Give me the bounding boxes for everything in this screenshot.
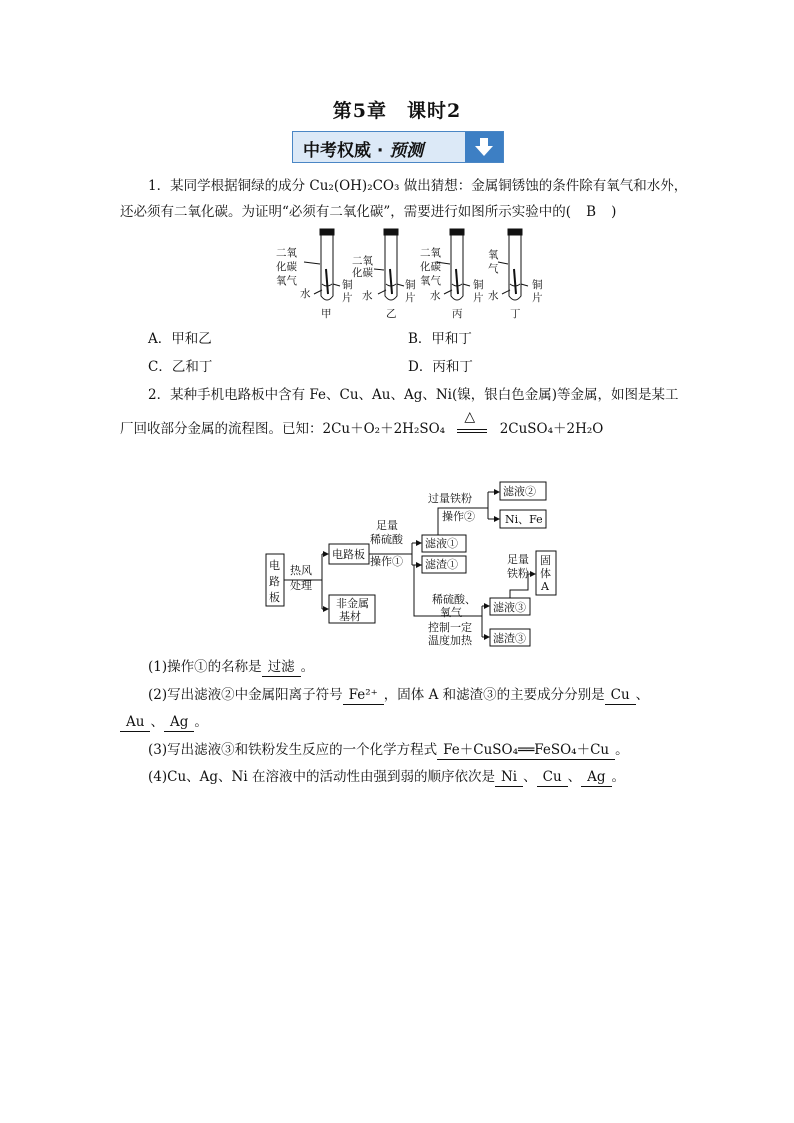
q1-answer: B	[586, 204, 597, 220]
q2-sub2-answer4: Ag	[164, 714, 194, 732]
tube-yi-gas-2: 化碳	[352, 267, 373, 279]
tube-ding-label: 丁	[510, 308, 521, 320]
tube-bing-metal-2: 片	[473, 292, 484, 304]
acid-1: 足量	[376, 519, 398, 532]
q2-line1: 2．某种手机电路板中含有 Fe、Cu、Au、Ag、Ni(镍，银白色金属)等金属，如图是某工	[148, 387, 679, 403]
q1-line1: 1．某同学根据铜绿的成分 Cu₂(OH)₂CO₃ 做出猜想：金属铜锈蚀的条件除有氧气和水外，	[148, 178, 688, 194]
tube-bing-gas-1: 二氧	[420, 247, 441, 259]
circuit-board-char-3: 板	[269, 591, 280, 604]
circuit-board-char-1: 电	[269, 559, 280, 572]
tube-bing-water: 水	[430, 290, 441, 302]
residue1-label: 滤渣①	[425, 558, 458, 571]
tube-bing-gas-3: 氧气	[420, 275, 441, 287]
tube-ding-metal-1: 铜	[532, 279, 543, 291]
hot-air-2: 处理	[290, 579, 312, 592]
tube-jia-gas-3: 氧气	[276, 275, 297, 287]
solid-a-2: 体	[540, 567, 551, 580]
q1-line2-pre: 还必须有二氧化碳。为证明“必须有二氧化碳”，需要进行如图所示实验中的(	[120, 204, 572, 220]
filtrate2-label: 滤液②	[503, 485, 536, 498]
q2-sub4-answer2: Cu	[537, 769, 568, 787]
q2-sub4-answer1: Ni	[495, 769, 523, 787]
tube-jia-gas-2: 化碳	[276, 261, 297, 273]
q2-line2-pre: 厂回收部分金属的流程图。已知：2Cu＋O₂＋2H₂SO₄	[120, 421, 446, 437]
cond-4: 温度加热	[428, 634, 472, 647]
q1-line2-post: )	[611, 204, 617, 220]
tube-yi-label: 乙	[386, 308, 397, 320]
tube-ding-gas-1: 氧	[488, 249, 499, 261]
tube-ding-metal-2: 片	[532, 292, 543, 304]
q1-line2	[120, 202, 616, 222]
q2-sub2-answer3: Au	[120, 714, 150, 732]
arrow-down-icon	[465, 132, 503, 162]
ni-fe-label: Ni、Fe	[505, 513, 543, 526]
tube-yi-gas-1: 二氧	[352, 255, 373, 267]
tube-bing-metal-1: 铜	[473, 279, 484, 291]
enough-2: 铁粉	[507, 567, 529, 580]
q1-option-b: B．甲和丁	[408, 331, 472, 347]
q2-sub1-answer: 过滤	[262, 659, 301, 677]
tube-bing-gas-2: 化碳	[420, 261, 441, 273]
hot-air-1: 热风	[290, 564, 312, 577]
q2-sub3: (3)写出滤液③和铁粉发生反应的一个化学方程式 Fe＋CuSO₄══FeSO₄＋Cu 。	[148, 742, 629, 758]
tube-jia-metal-1: 铜	[342, 279, 353, 291]
q2-line2-post: 2CuSO₄＋2H₂O	[499, 421, 604, 437]
iron-1: 过量铁粉	[428, 492, 472, 505]
tube-ding	[498, 229, 528, 300]
tube-bing-label: 丙	[452, 308, 463, 320]
tube-jia-water: 水	[300, 288, 311, 300]
cond-2: 氧气	[440, 606, 462, 619]
solid-a-1: 固	[540, 554, 551, 567]
board-label: 电路板	[332, 548, 365, 561]
q2-sub2-line2: Au 、 Ag 。	[120, 712, 208, 732]
q2-sub3-answer: Fe＋CuSO₄══FeSO₄＋Cu	[437, 742, 615, 760]
op2-label: 操作②	[442, 510, 475, 523]
non-metal-1: 非金属	[336, 597, 369, 610]
q2-sub4: (4)Cu、Ag、Ni 在溶液中的活动性由强到弱的顺序依次是 Ni 、 Cu 、 Ag 。	[148, 769, 626, 785]
tube-ding-gas-2: 气	[488, 263, 499, 275]
circuit-board-char-2: 路	[269, 575, 280, 588]
tube-bing	[436, 229, 470, 300]
tube-jia-gas-1: 二氧	[276, 247, 297, 259]
cond-3: 控制一定	[428, 621, 472, 634]
q1-option-c: C．乙和丁	[148, 359, 213, 375]
acid-2: 稀硫酸	[370, 533, 403, 546]
residue3-label: 滤渣③	[493, 632, 526, 645]
q2-sub2-line1: (2)写出滤液②中金属阳离子符号 Fe²⁺ ，固体 A 和滤渣③的主要成分分别是 Cu 、	[148, 687, 650, 703]
q2-sub1: (1)操作①的名称是 过滤 。	[148, 659, 315, 675]
q2-sub2-answer1: Fe²⁺	[343, 687, 384, 705]
non-metal-2: 基材	[339, 610, 361, 623]
banner-text-italic: 预测	[389, 141, 424, 161]
op1-label: 操作①	[370, 555, 403, 568]
q1-option-a: A．甲和乙	[148, 331, 212, 347]
filtrate1-label: 滤液①	[425, 537, 458, 550]
tube-ding-water: 水	[488, 290, 499, 302]
page-title: 第5章 课时2	[332, 100, 462, 122]
enough-1: 足量	[507, 553, 529, 566]
banner-text-main: 中考权威 ·	[303, 141, 390, 161]
tube-jia-metal-2: 片	[342, 292, 353, 304]
banner-text	[303, 136, 423, 161]
heat-triangle-icon: △	[464, 409, 476, 425]
q2-line2	[120, 409, 604, 439]
test-tube-diagram	[270, 224, 560, 324]
solid-a-3: A	[541, 580, 549, 593]
cond-1: 稀硫酸、	[432, 593, 476, 606]
tube-yi	[374, 229, 404, 300]
filtrate3-label: 滤液③	[493, 601, 526, 614]
q1-option-d: D．丙和丁	[408, 359, 473, 375]
tube-yi-water: 水	[362, 290, 373, 302]
recycling-flowchart	[262, 478, 562, 650]
tube-yi-metal-2: 片	[405, 292, 416, 304]
equation-condition	[449, 409, 495, 439]
section-banner	[292, 131, 504, 163]
tube-jia-label: 甲	[321, 308, 332, 320]
q2-sub2-answer2: Cu	[605, 687, 636, 705]
tube-yi-metal-1: 铜	[405, 279, 416, 291]
q2-sub4-answer3: Ag	[581, 769, 611, 787]
